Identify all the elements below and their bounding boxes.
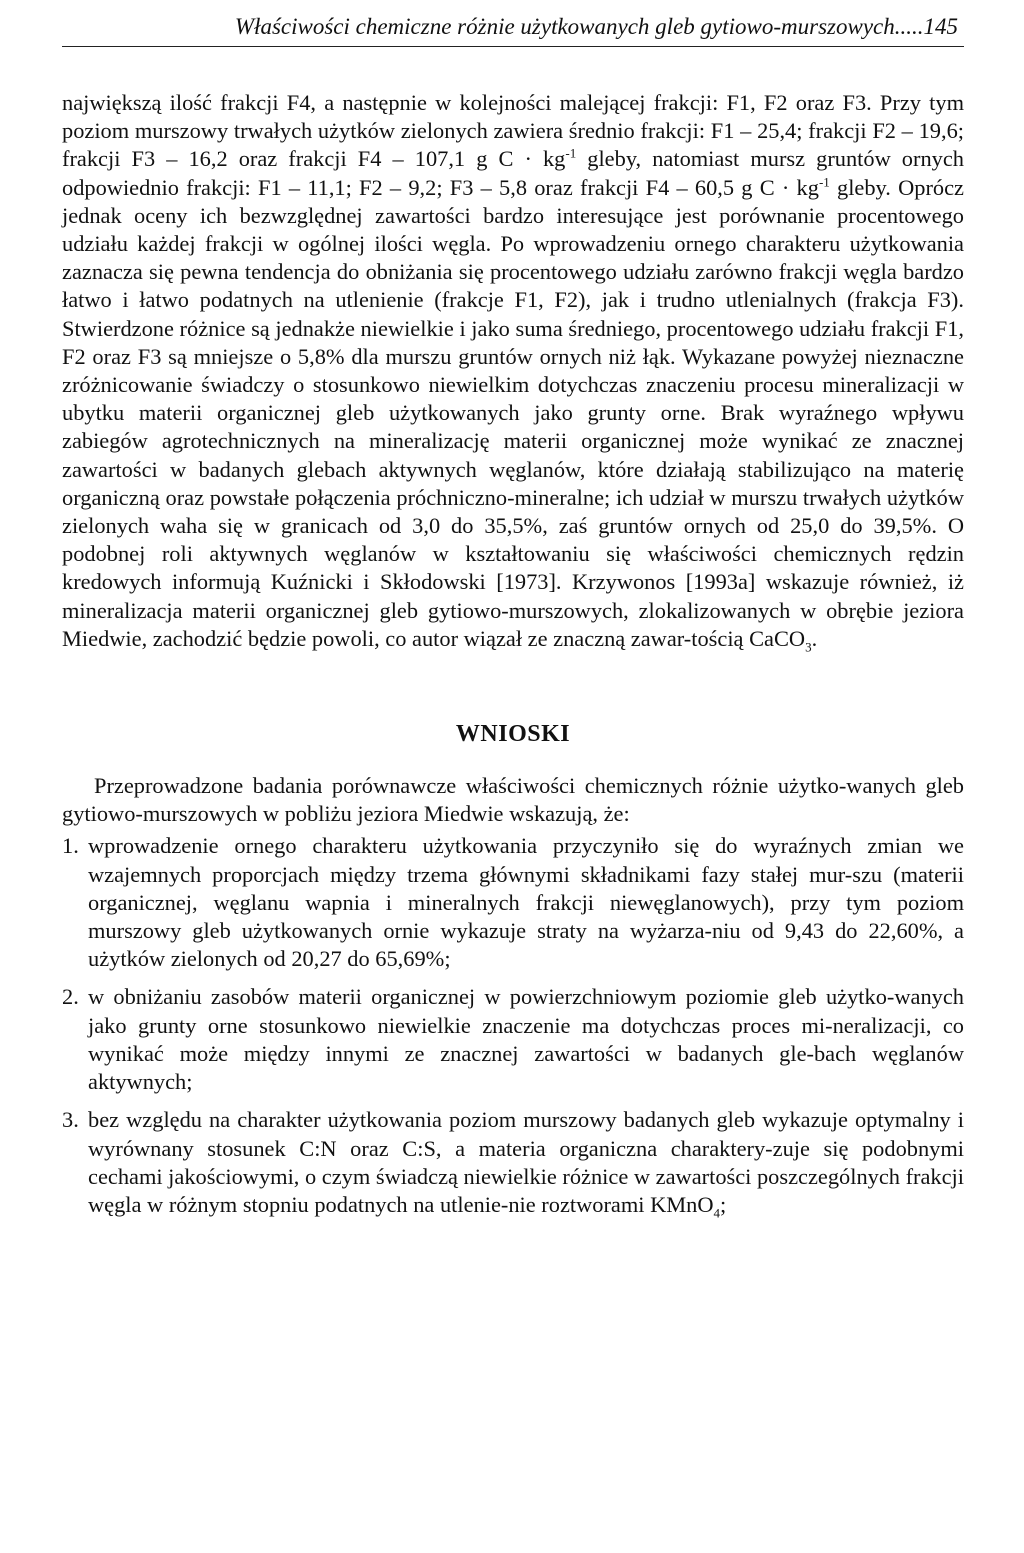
superscript-exponent: -1 [565,145,577,161]
body-text-part-2: gleby, natomiast mursz gruntów ornych odpowiednio frakcji: F1 – 11,1; F2 – 9,2; F3 – 5,8 oraz frakcji F4 – 60,5 g C · kg [62,146,964,200]
list-item [62,832,964,973]
list-text: wprowadzenie ornego charakteru użytkowania przyczyniło się do wyraźnych zmian we wzajemnych proporcjach między trzema głównymi składnikami fazy stałej mur-szu (materii organicznej, węglanu wapnia i mineralnych frakcji niewęglanowych), przy tym poziom murszowy gleb użytkowanych ornie wykazuje straty na wyżarza-niu od 9,43 do 22,60%, a użytków zielonych od 20,27 do 65,69%; [88,833,964,972]
leader-dots: ..... [894,14,924,39]
page-number: 145 [923,14,958,39]
document-page [62,14,964,1219]
list-number: 2. [62,984,79,1010]
list-number: 1. [62,833,79,859]
list-text [88,1106,964,1219]
list-item [62,983,964,1096]
conclusions-list [62,832,964,1219]
subscript-index: 3 [805,639,812,655]
conclusions-intro: Przeprowadzone badania porównawcze właściwości chemicznych różnie użytko-wanych gleb gytiowo-murszowych w pobliżu jeziora Miedwie wskazują, że: [62,773,964,827]
list-number: 3. [62,1107,79,1133]
section-heading-conclusions: WNIOSKI [455,721,571,748]
list-text: w obniżaniu zasobów materii organicznej w powierzchniowym poziomie gleb użytko-wanych jako grunty orne stosunkowo niewielkie znaczenie ma dotychczas proces mi-neralizacji, co wynikać może między innymi ze znacznej zawartości w badanych gle-bach węglanów aktywnych; [88,984,964,1095]
list-item [62,1106,964,1219]
running-header [62,14,964,47]
superscript-exponent: -1 [818,174,830,190]
body-text-end: . [811,625,818,651]
body-paragraph [62,89,964,653]
list-text-part: bez względu na charakter użytkowania poziom murszowy badanych gleb wykazuje optymalny i wyrównany stosunek C:N oraz C:S, a materia organiczna charaktery-zuje się podobnymi cechami jakościowymi, o czym świadczą niewielkie różnice w zawartości poszczególnych frakcji węgla w różnym stopniu podatnych na utlenie-nie roztworami KMnO [88,1107,964,1217]
body-text-part-3: gleby. Oprócz jednak oceny ich bezwzględnej zawartości bardzo interesujące jest porównanie procentowego udziału każdej frakcji w ogólnej ilości węgla. Po wprowadzeniu ornego charakteru użytkowania zaznacza się pewna tendencja do obniżania się procentowego udziału zarówno frakcji węgla bardzo łatwo i łatwo podatnych na utlenienie (frakcje F1, F2), jak i trudno utlenialnych (frakcja F3). Stwierdzone różnice są jednakże niewielkie i jako suma średniego, procentowego udziału frakcji F1, F2 oraz F3 są mniejsze o 5,8% dla murszu gruntów ornych niż łąk. Wykazane powyżej nieznaczne zróżnicowanie świadczy o stosunkowo niewielkim dotychczas znaczeniu procesu mineralizacji w ubytku materii organicznej gleb użytkowanych jako grunty orne. Brak wyraźnego wpływu zabiegów agrotechnicznych na mineralizację materii organicznej może wynikać ze znacznej zawartości w badanych glebach aktywnych węglanów, które działają stabilizująco na materię organiczną oraz powstałe połączenia próchniczno-mineralne; ich udział w murszu trwałych użytków zielonych waha się w granicach od 3,0 do 35,5%, zaś gruntów ornych od 25,0 do 39,5%. O podobnej roli aktywnych węglanów w kształtowaniu się właściwości chemicznych rędzin kredowych informują Kuźnicki i Skłodowski [1973]. Krzywonos [1993a] wskazuje również, iż mineralizacja materii organicznej gleb gytiowo-murszowych, zlokalizowanych w obrębie jeziora Miedwie, zachodzić będzie powoli, co autor wiązał ze znaczną zawar-tością CaCO [62,174,964,651]
body-text-part-1: największą ilość frakcji F4, a następnie w kolejności malejącej frakcji: F1, F2 oraz F3. Przy tym poziom murszowy trwałych użytków zielonych zawiera średnio frakcji: F1 – 25,4; frakcji F2 – 19,6; frakcji F3 – 16,2 oraz frakcji F4 – 107,1 g C · kg [62,90,964,172]
list-text-end: ; [720,1191,727,1217]
running-title: Właściwości chemiczne różnie użytkowanych gleb gytiowo-murszowych [234,14,895,39]
subscript-index: 4 [713,1205,721,1221]
